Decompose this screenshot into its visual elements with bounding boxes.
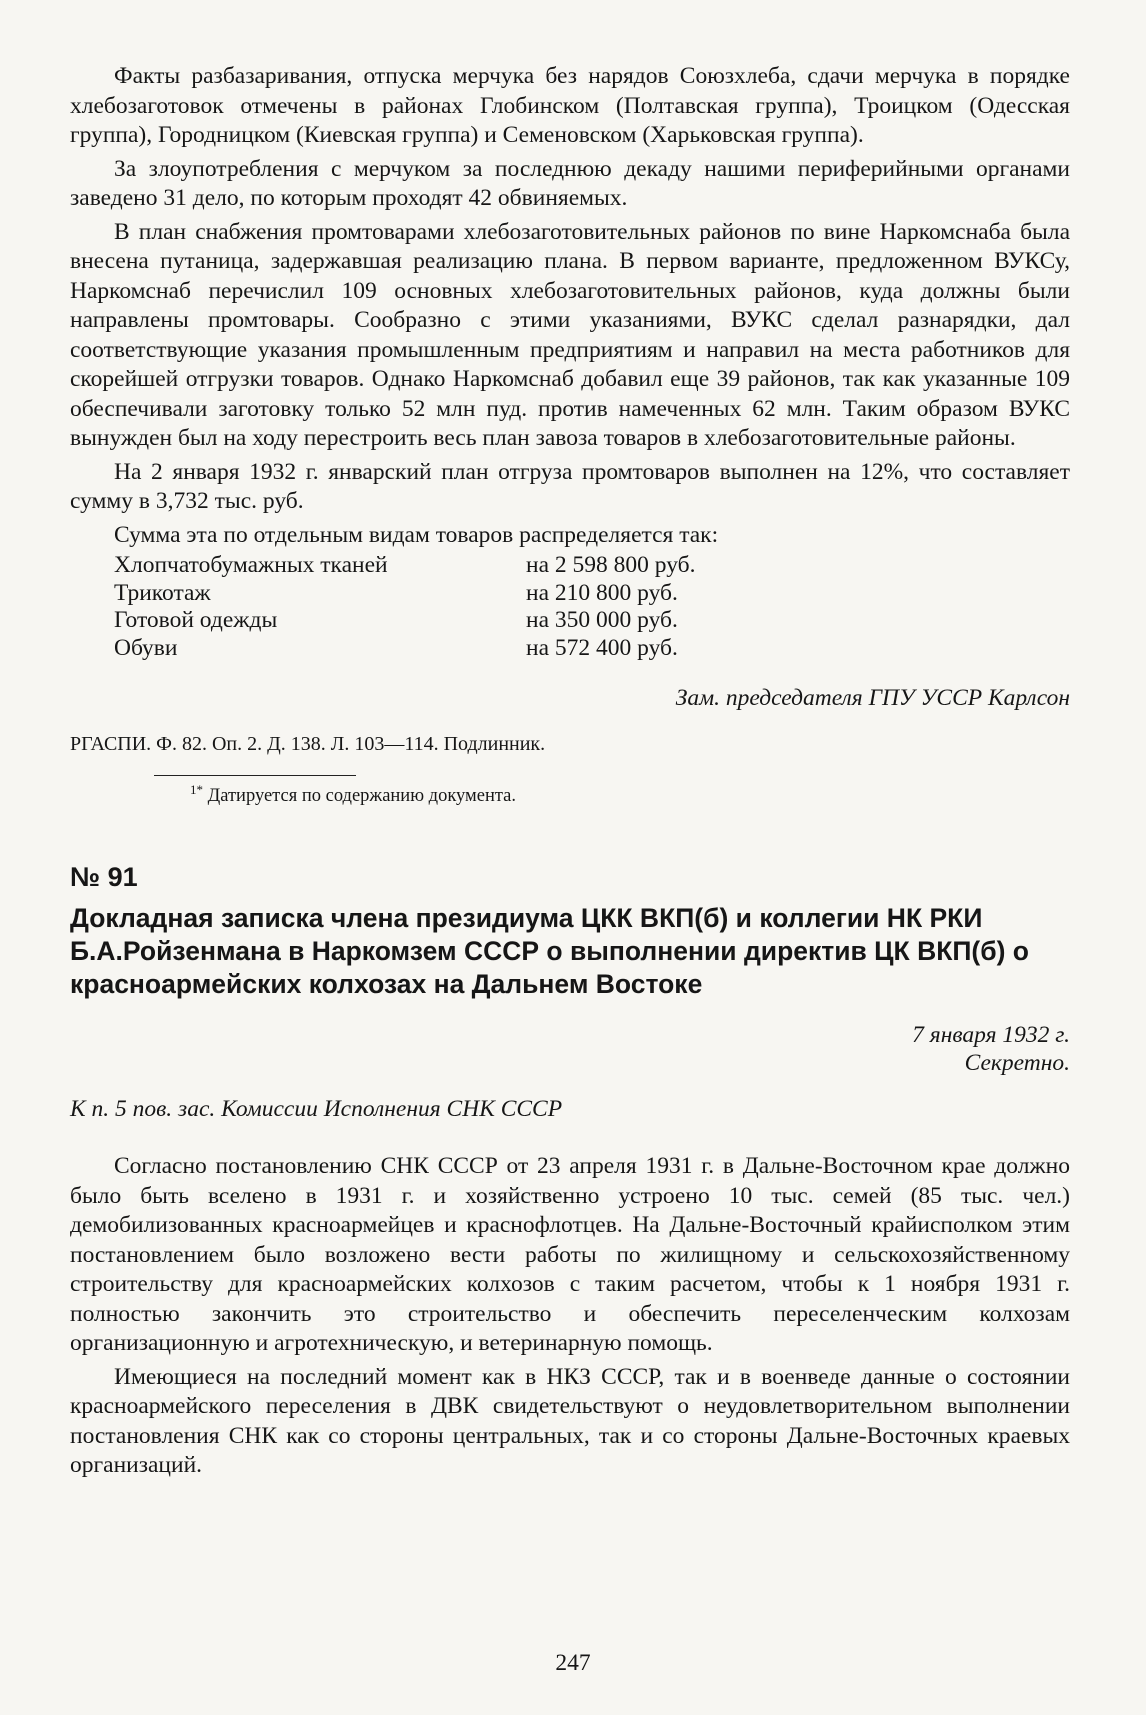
document-body [70, 1152, 1070, 1481]
table-row [114, 580, 1070, 608]
goods-label: Готовой одежды [114, 607, 278, 633]
document-date: 7 января 1932 г. [912, 1022, 1070, 1049]
goods-amount: на 350 000 руб. [526, 607, 678, 633]
paragraph: Факты разбазаривания, отпуска мерчука без нарядов Союзхлеба, сдачи мерчука в порядке хлебозаготовок отмечены в районах Глобинском (Полтавская группа), Троицком (Одесская группа), Городницком (Киевская группа) и Семеновском (Харьковская группа). [70, 63, 1070, 148]
goods-label: Хлопчатобумажных тканей [114, 552, 388, 578]
signature: Зам. председателя ГПУ УССР Карлсон [675, 685, 1070, 711]
paragraph: В план снабжения промтоварами хлебозаготовительных районов по вине Наркомснаба была внесена путаница, задержавшая реализацию плана. В первом варианте, предложенном ВУКСу, Наркомснаб перечислил 109 основных хлебозаготовительных районов, куда должны были направлены промтовары. Сообразно с этими указаниями, ВУКС сделал разнарядки, дал соответствующие указания промышленным предприятиям и направил на места работников для скорейшей отгрузки товаров. Однако Наркомснаб добавил еще 39 районов, так как указанные 109 обеспечивали заготовку только 52 млн пуд. против намеченных 62 млн. Таким образом ВУКС вынужден был на ходу перестроить весь план завоза товаров в хлебозаготовительные районы. [70, 218, 1070, 451]
table-row [114, 552, 1070, 580]
goods-amount: на 572 400 руб. [526, 634, 678, 661]
goods-amount: на 210 800 руб. [526, 579, 678, 606]
goods-table [114, 552, 1070, 662]
document-number: № 91 [70, 862, 138, 893]
paragraph: На 2 января 1932 г. январский план отгруза промтоваров выполнен на 12%, что составляет сумму в 3,732 тыс. руб. [70, 458, 1070, 514]
goods-amount: на 2 598 800 руб. [526, 552, 696, 578]
document-title: Докладная записка члена президиума ЦКК ВКП(б) и коллегии НК РКИ Б.А.Ройзенмана в Наркомзем СССР о выполнении директив ЦК ВКП(б) о красноармейских колхозах на Дальнем Востоке [70, 903, 1029, 1000]
goods-label: Трикотаж [114, 579, 211, 606]
page-number: 247 [555, 1650, 591, 1676]
footnote-marker: 1* [190, 782, 203, 797]
footnote [190, 778, 1070, 808]
paragraph: За злоупотребления с мерчуком за последнюю декаду нашими периферийными органами заведено 31 дело, по которым проходят 42 обвиняемых. [70, 155, 1070, 211]
addressee-note: К п. 5 пов. зас. Комиссии Исполнения СНК СССР [70, 1096, 563, 1123]
footnote-divider [154, 775, 356, 776]
footnote-text: Датируется по содержанию документа. [207, 786, 517, 807]
classification-mark: Секретно. [964, 1050, 1070, 1077]
document-page [70, 62, 1070, 1481]
paragraph: Сумма эта по отдельным видам товаров распределяется так: [114, 521, 719, 548]
goods-label: Обуви [114, 634, 178, 661]
table-row [114, 607, 1070, 635]
table-row [114, 635, 1070, 663]
paragraph: Имеющиеся на последний момент как в НКЗ СССР, так и в военведе данные о состоянии красноармейского переселения в ДВК свидетельствуют о неудовлетворительном выполнении постановления СНК как со стороны центральных, так и со стороны Дальне-Восточных краевых организаций. [70, 1363, 1070, 1479]
archive-reference: РГАСПИ. Ф. 82. Оп. 2. Д. 138. Л. 103—114. Подлинник. [70, 733, 546, 755]
paragraph: Согласно постановлению СНК СССР от 23 апреля 1931 г. в Дальне-Восточном крае должно было быть вселено в 1931 г. и хозяйственно устроено 10 тыс. семей (85 тыс. чел.) демобилизованных красноармейцев и краснофлотцев. На Дальне-Восточный крайисполком этим постановлением было возложено вести работы по жилищному и сельскохозяйственному строительству для красноармейских колхозов с таким расчетом, чтобы к 1 ноября 1931 г. полностью закончить это строительство и обеспечить переселенческим колхозам организационную и агротехническую, и ветеринарную помощь. [70, 1153, 1070, 1357]
